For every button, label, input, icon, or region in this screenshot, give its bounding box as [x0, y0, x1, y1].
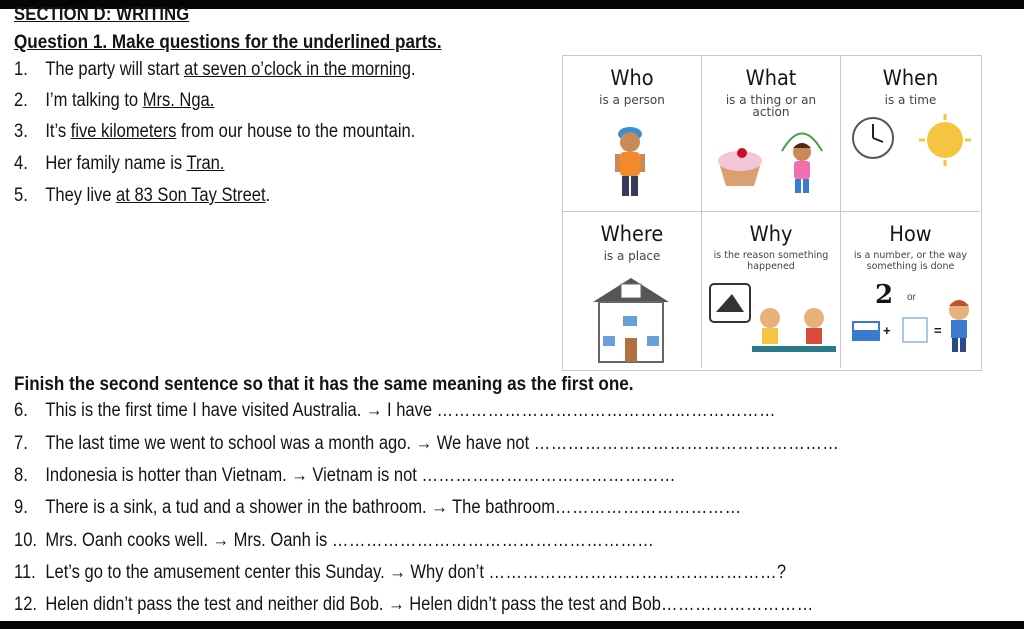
item-number: 8. — [14, 465, 28, 486]
chart-cell-who — [563, 56, 702, 212]
item-number: 5. — [14, 185, 28, 206]
item-text: There is a sink, a tud and a shower in the bathroom. → The bathroom — [45, 497, 555, 518]
item-text: This is the first time I have visited Australia. → I have — [45, 400, 437, 421]
section-title: SECTION D: WRITING — [14, 4, 190, 24]
chart-word: How — [889, 222, 932, 246]
chart-word: Why — [749, 222, 793, 246]
question2-item — [14, 562, 787, 584]
chart-cell-where — [563, 212, 702, 368]
underlined-part: five kilometers — [70, 121, 177, 142]
question1-item — [14, 185, 270, 207]
answer-blank: ……………………………………… — [421, 465, 676, 486]
item-number: 11. — [14, 562, 36, 583]
underlined-part: at 83 Son Tay Street — [116, 185, 266, 206]
question2-item — [14, 465, 676, 487]
item-text: The party will start — [45, 59, 185, 80]
item-number: 3. — [14, 121, 28, 142]
answer-blank: ……………………… — [661, 594, 814, 615]
chart-desc: is a place — [603, 249, 661, 263]
underlined-part: at seven o’clock in the morning — [184, 59, 411, 80]
item-text: Let’s go to the amusement center this Sunday. → Why don’t — [45, 562, 489, 583]
math-illustration — [841, 212, 980, 368]
item-number: 10. — [14, 530, 37, 551]
answer-blank: …………………………… — [554, 497, 742, 518]
item-text-end: from our house to the mountain. — [176, 121, 416, 142]
chart-cell-what — [702, 56, 841, 212]
item-number: 4. — [14, 153, 28, 174]
chart-desc: is a person — [599, 93, 665, 107]
how-number: 2 — [875, 280, 894, 310]
item-text: I’m talking to — [45, 90, 143, 111]
chart-word: What — [745, 66, 797, 90]
answer-blank: ……………………………………………? — [488, 562, 787, 583]
item-text-end: . — [265, 185, 271, 206]
question2-heading: Finish the second sentence so that it has the same meaning as the first one. — [14, 374, 634, 395]
chart-cell-when — [841, 56, 980, 212]
question1-item — [14, 90, 214, 112]
chart-cell-how — [841, 212, 980, 368]
chart-word: Who — [610, 66, 654, 90]
chart-desc: is the reason something happened — [713, 250, 829, 272]
kids-illustration — [702, 212, 841, 368]
chart-desc: is a number, or the way something is done — [853, 250, 968, 272]
item-text: Indonesia is hotter than Vietnam. → Vietnam is not — [45, 465, 422, 486]
question2-item — [14, 497, 742, 519]
equals-sign: = — [934, 323, 942, 338]
how-or: or — [907, 292, 916, 303]
question2-item — [14, 530, 654, 552]
item-text-end: . — [410, 59, 416, 80]
item-text: It’s — [45, 121, 71, 142]
item-number: 12. — [14, 594, 37, 615]
chart-desc: is a thing or an action — [725, 93, 817, 119]
underlined-part: Tran. — [186, 153, 225, 174]
item-number: 9. — [14, 497, 28, 518]
time-illustration — [841, 56, 980, 212]
wh-question-chart — [562, 55, 982, 371]
item-number: 7. — [14, 433, 28, 454]
boy-illustration — [563, 56, 702, 212]
question2-item — [14, 400, 776, 422]
question1-heading: Question 1. Make questions for the underlined parts. — [14, 32, 442, 53]
question1-item — [14, 59, 416, 81]
item-number: 1. — [14, 59, 28, 80]
item-text: Helen didn’t pass the test and neither did Bob. → Helen didn’t pass the test and Bob — [45, 594, 662, 615]
chart-cell-why — [702, 212, 841, 368]
item-text: Her family name is — [45, 153, 187, 174]
plus-sign: + — [883, 323, 891, 338]
chart-word: When — [882, 66, 939, 90]
question2-item — [14, 594, 814, 616]
item-text: Mrs. Oanh cooks well. → Mrs. Oanh is — [45, 530, 332, 551]
cupcake-and-girl-illustration — [702, 56, 841, 212]
item-number: 2. — [14, 90, 28, 111]
bottom-border — [0, 621, 1024, 629]
question2-item — [14, 433, 839, 455]
item-text: The last time we went to school was a month ago. → We have not — [45, 433, 534, 454]
question1-item — [14, 153, 224, 175]
chart-word: Where — [600, 222, 664, 246]
school-illustration — [563, 212, 702, 368]
answer-blank: ……………………………………………… — [533, 433, 840, 454]
underlined-part: Mrs. Nga. — [142, 90, 215, 111]
item-number: 6. — [14, 400, 28, 421]
chart-desc: is a time — [884, 93, 937, 107]
answer-blank: …………………………………………………… — [436, 400, 776, 421]
answer-blank: ………………………………………………… — [331, 530, 655, 551]
item-text: They live — [45, 185, 117, 206]
question1-item — [14, 121, 415, 143]
